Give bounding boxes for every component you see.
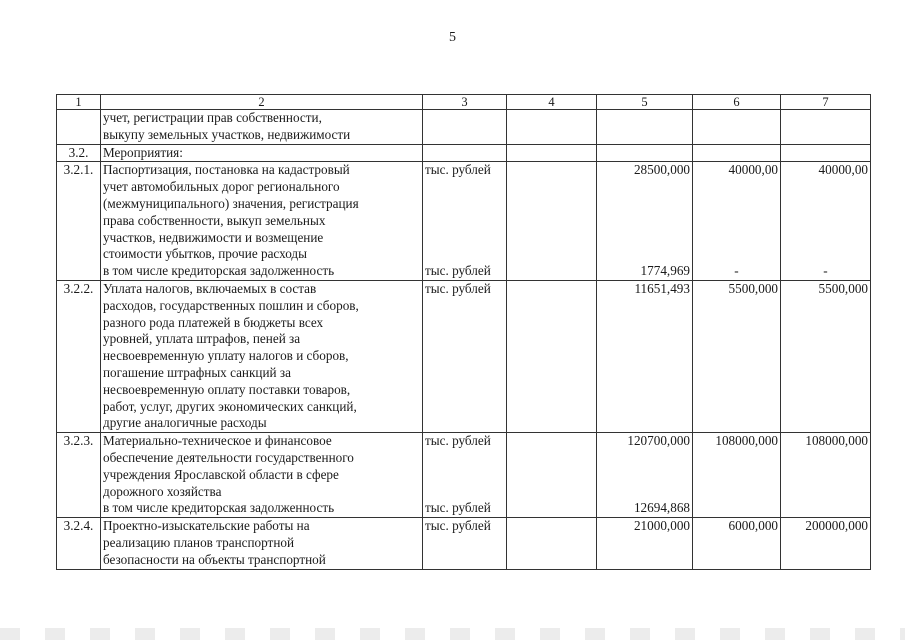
row-num: 3.2.3. [57,433,101,518]
row-unit: тыс. рублей [423,280,507,432]
row-num: 3.2.1. [57,162,101,281]
header-col-4: 4 [507,95,597,110]
description-line: Проектно-изыскательские работы на [103,518,310,534]
continuation-num [57,110,101,145]
section-unit [423,144,507,162]
description-line: Уплата налогов, включаемых в состав [103,280,317,296]
header-col-3: 3 [423,95,507,110]
table-row [57,162,871,281]
section-title: Мероприятия: [101,144,423,162]
section-c7 [781,144,871,162]
row-description [101,518,423,569]
description-line: несвоевременную уплату налогов и сборов, [103,348,349,364]
description-line: права собственности, выкуп земельных [103,212,326,228]
table-row [57,433,871,518]
description-line: Паспортизация, постановка на кадастровый [103,162,350,178]
description-line: обеспечение деятельности государственного [103,449,354,465]
header-col-1: 1 [57,95,101,110]
continuation-c7 [781,110,871,145]
description-line: (межмуниципального) значения, регистрация [103,195,359,211]
description-line: учреждения Ярославской области в сфере [103,466,339,482]
row-col-5: 11651,493 [597,280,693,432]
value-debt: 1774,969 [640,262,690,278]
unit-label-debt: тыс. рублей [425,262,491,278]
description-line: работ, услуг, других экономических санкций, [103,398,357,414]
row-col-6: 6000,000 [693,518,781,569]
section-row [57,144,871,162]
description-line: участков, недвижимости и возмещение [103,229,324,245]
continuation-row [57,110,871,145]
row-unit [423,162,507,281]
row-num: 3.2.4. [57,518,101,569]
description-line: стоимости убытков, прочие расходы [103,246,307,262]
unit-label-debt: тыс. рублей [425,500,491,516]
description-line: расходов, государственных пошлин и сборов, [103,297,359,313]
continuation-c5 [597,110,693,145]
row-col-5 [597,162,693,281]
description-line: уровней, уплата штрафов, пеней за [103,331,301,347]
header-col-7: 7 [781,95,871,110]
row-col-7: 200000,000 [781,518,871,569]
value-2024: 40000,00 [818,162,868,178]
description-line: учет автомобильных дорог регионального [103,179,340,195]
description-line: Материально-техническое и финансовое [103,433,332,449]
row-col-6 [693,162,781,281]
value-debt: - [734,262,739,278]
description-line: реализацию планов транспортной [103,534,295,550]
row-col-4 [507,280,597,432]
description-line: дорожного хозяйства [103,483,222,499]
section-c4 [507,144,597,162]
section-num: 3.2. [57,144,101,162]
header-col-6: 6 [693,95,781,110]
row-unit: тыс. рублей [423,518,507,569]
description-line: разного рода платежей в бюджеты всех [103,314,324,330]
section-c6 [693,144,781,162]
continuation-c6 [693,110,781,145]
description-line: в том числе кредиторская задолженность [103,500,335,516]
section-c5 [597,144,693,162]
row-description [101,162,423,281]
description-line: погашение штрафных санкций за [103,364,291,380]
continuation-unit [423,110,507,145]
row-col-7: 108000,000 [781,433,871,518]
description-line: безопасности на объекты транспортной [103,551,326,567]
budget-table [56,94,871,570]
row-col-5 [597,433,693,518]
value-debt: - [823,262,828,278]
table-row [57,518,871,569]
row-description [101,280,423,432]
header-col-5: 5 [597,95,693,110]
row-col-4 [507,433,597,518]
row-description [101,433,423,518]
continuation-text [101,110,423,145]
continuation-line: выкупу земельных участков, недвижимости [103,126,351,142]
value-2022: 28500,000 [633,162,690,178]
description-line: несвоевременную оплату поставки товаров, [103,381,351,397]
value-2023: 40000,00 [728,162,778,178]
scan-bottom-edge [0,628,905,640]
page-number: 5 [449,30,456,45]
header-row [57,95,871,110]
unit-label: тыс. рублей [425,162,491,178]
row-col-4 [507,518,597,569]
row-col-7: 5500,000 [781,280,871,432]
row-col-6: 5500,000 [693,280,781,432]
continuation-line: учет, регистрации прав собственности, [103,110,322,125]
value-2022: 120700,000 [627,433,690,449]
row-col-5: 21000,000 [597,518,693,569]
header-col-2: 2 [101,95,423,110]
table-row [57,280,871,432]
row-unit [423,433,507,518]
row-num: 3.2.2. [57,280,101,432]
description-line: в том числе кредиторская задолженность [103,263,335,279]
unit-label: тыс. рублей [425,433,491,449]
row-col-6: 108000,000 [693,433,781,518]
continuation-c4 [507,110,597,145]
row-col-4 [507,162,597,281]
description-line: другие аналогичные расходы [103,415,267,431]
row-col-7 [781,162,871,281]
value-debt: 12694,868 [633,500,690,516]
